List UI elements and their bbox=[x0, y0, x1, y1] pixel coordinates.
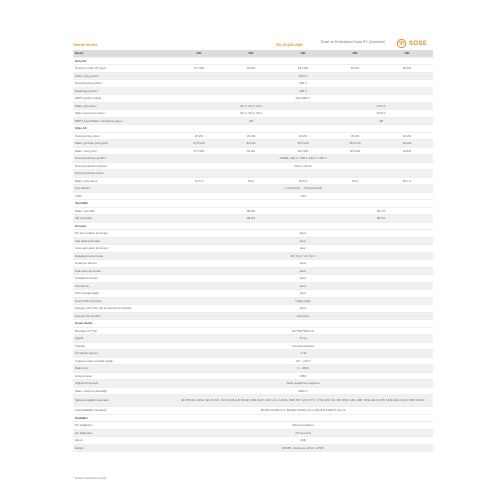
row-value: ~1 (0,8 öncü ... 0,8 gecikmeli) bbox=[173, 185, 433, 193]
section-header-row bbox=[73, 125, 433, 133]
table-row bbox=[73, 342, 433, 350]
row-value: DC Tip II / AC Tip II bbox=[173, 252, 433, 260]
column-header: 33K bbox=[277, 50, 329, 57]
row-label: İzolasyon direnci bbox=[73, 260, 173, 268]
row-value: <1 W bbox=[173, 350, 433, 358]
row-label: Öz tüketim (gece) bbox=[73, 350, 173, 358]
table-row bbox=[73, 380, 433, 388]
row-label: Maks. çıkış akımı bbox=[73, 177, 173, 185]
sun-logo-icon bbox=[395, 37, 408, 50]
row-value: 54 kW bbox=[329, 65, 381, 73]
row-value: 3/6 bbox=[173, 117, 329, 125]
row-value: 180 V bbox=[173, 87, 433, 95]
row-value: IP66 bbox=[173, 372, 433, 380]
table-row bbox=[73, 372, 433, 380]
row-label: Bağıl nem bbox=[73, 365, 173, 373]
row-value: 600 V bbox=[173, 80, 433, 88]
row-label: Önerilen maks. PV gücü bbox=[73, 65, 173, 73]
row-value: 33 kW bbox=[277, 132, 329, 140]
row-label: Maks. giriş akımı bbox=[73, 102, 173, 110]
table-row bbox=[73, 192, 433, 200]
row-value: -30 ~ +60°C bbox=[173, 357, 433, 365]
row-label: THDi bbox=[73, 192, 173, 200]
row-value: 3/N/PE, 220 V / 380 V, 230 V / 400 V bbox=[173, 155, 433, 163]
column-header: 25K bbox=[173, 50, 225, 57]
table-row bbox=[73, 245, 433, 253]
row-value: 44 kW bbox=[381, 147, 433, 155]
row-label: Maks. verimlilik bbox=[73, 207, 173, 215]
row-label: Güç faktörü bbox=[73, 185, 173, 193]
section-header-row bbox=[73, 320, 433, 328]
row-value: 98,2% bbox=[173, 215, 329, 223]
row-label: İletişim bbox=[73, 444, 173, 452]
row-label: Maks. görünen çıkış gücü bbox=[73, 140, 173, 148]
section-title: Genel Veriler bbox=[73, 320, 433, 328]
row-label: Entegre DC anahtar bbox=[73, 312, 173, 320]
table-row bbox=[73, 312, 433, 320]
row-label: DC bağlantısı bbox=[73, 422, 173, 430]
row-value: 44 kVA bbox=[381, 140, 433, 148]
row-label: Maks. çıkış gücü bbox=[73, 147, 173, 155]
row-value: İsteğe bağlı bbox=[173, 297, 433, 305]
row-value: Evet bbox=[173, 305, 433, 313]
table-row bbox=[73, 110, 433, 118]
row-label: Nominal şebeke gerilimi bbox=[73, 155, 173, 163]
row-value: 4*32 A bbox=[329, 102, 433, 110]
row-value: 60 kW bbox=[381, 65, 433, 73]
row-label: Nominal giriş gerilimi bbox=[73, 80, 173, 88]
table-row bbox=[73, 102, 433, 110]
table-row bbox=[73, 207, 433, 215]
row-value: 54,8 A bbox=[277, 177, 329, 185]
row-label: Maks. giriş gerilimi bbox=[73, 72, 173, 80]
row-value: LED bbox=[173, 437, 433, 445]
table-row bbox=[73, 305, 433, 313]
table-row bbox=[73, 117, 433, 125]
row-label: Dizi izleme bbox=[73, 282, 173, 290]
table-row bbox=[73, 177, 433, 185]
table-row bbox=[73, 230, 433, 238]
row-value: 647*587*254 mm bbox=[173, 327, 433, 335]
row-value: 39,6 kW bbox=[329, 147, 381, 155]
row-value: Evet bbox=[173, 260, 433, 268]
table-row bbox=[73, 407, 433, 415]
table-row bbox=[73, 170, 433, 178]
table-row bbox=[73, 365, 433, 373]
brand-name: SOSE bbox=[409, 41, 428, 47]
row-value: 1100 V bbox=[173, 72, 433, 80]
row-value: 200-1000 V bbox=[173, 95, 433, 103]
table-row bbox=[73, 297, 433, 305]
row-label: Çalışma ortam sıcaklık aralığı bbox=[73, 357, 173, 365]
column-header: 36K bbox=[329, 50, 381, 57]
row-label: Nominal çıkış gücü bbox=[73, 132, 173, 140]
table-row bbox=[73, 147, 433, 155]
row-value: Evet bbox=[173, 245, 433, 253]
row-label: Gelen PID Koruması bbox=[73, 297, 173, 305]
row-label: DC ters polarite koruması bbox=[73, 230, 173, 238]
row-value: 40 A / 40 A / 40 A bbox=[173, 110, 329, 118]
column-header: Model bbox=[73, 50, 173, 57]
row-value: Evet bbox=[173, 267, 433, 275]
row-label: Çıkış aşırı akım koruması bbox=[73, 245, 173, 253]
row-value: 27,5 kVA bbox=[173, 140, 225, 148]
table-row bbox=[73, 132, 433, 140]
row-value: 30 kW bbox=[225, 132, 277, 140]
row-value: 41,5 A bbox=[173, 177, 225, 185]
table-row bbox=[73, 140, 433, 148]
column-header: 40K bbox=[381, 50, 433, 57]
table-row bbox=[73, 387, 433, 395]
row-value: 60 A bbox=[329, 177, 381, 185]
row-value: Evet bbox=[173, 230, 433, 238]
row-value: 33 kVA bbox=[225, 140, 277, 148]
row-value: 27,5 kW bbox=[173, 147, 225, 155]
row-value: 32 A / 32 A / 32 A bbox=[173, 102, 329, 110]
row-label: Maks. çalışma yüksekliği bbox=[73, 387, 173, 395]
row-label: AC bağlantısı bbox=[73, 429, 173, 437]
table-row bbox=[73, 429, 433, 437]
table-row bbox=[73, 155, 433, 163]
row-value: 36,3 kW bbox=[277, 147, 329, 155]
section-title: Koruma bbox=[73, 222, 433, 230]
row-value: OT terminal bbox=[173, 429, 433, 437]
row-label: Entegre AFCI (DC ark arızası devre kesicisi) bbox=[73, 305, 173, 313]
table-row bbox=[73, 350, 433, 358]
table-row bbox=[73, 444, 433, 452]
row-label: Sıcaklık koruması bbox=[73, 275, 173, 283]
section-header-row bbox=[73, 222, 433, 230]
row-value: MC4 konnektörü bbox=[173, 422, 433, 430]
spec-title: Teknik Veriler bbox=[73, 43, 98, 47]
row-value: 36 kW bbox=[329, 132, 381, 140]
table-row bbox=[73, 87, 433, 95]
row-value: 37,5 kW bbox=[173, 65, 225, 73]
row-label: Dalgalanma koruması bbox=[73, 252, 173, 260]
row-value: 25 kW bbox=[173, 132, 225, 140]
row-label: Boyutlar (G*Y*D) bbox=[73, 327, 173, 335]
row-label: Soğutma konsepti bbox=[73, 380, 173, 388]
table-row bbox=[73, 437, 433, 445]
table-row bbox=[73, 95, 433, 103]
table-row bbox=[73, 395, 433, 407]
row-label: Güvenlik/EMC standardı bbox=[73, 407, 173, 415]
row-value: 50 A bbox=[225, 177, 277, 185]
row-label: Topoloji bbox=[73, 342, 173, 350]
table-row bbox=[73, 282, 433, 290]
table-row bbox=[73, 327, 433, 335]
header-tagline: Ticari ve Endüstriyel Solar PV Çözümleri bbox=[320, 40, 385, 44]
row-label: Giriş koruma bbox=[73, 372, 173, 380]
row-value: Evet bbox=[173, 282, 433, 290]
section-header-row bbox=[73, 57, 433, 65]
spec-table bbox=[73, 50, 433, 452]
row-value bbox=[173, 170, 433, 178]
row-label: Ada etkisi koruması bbox=[73, 237, 173, 245]
row-value: 47 kg bbox=[173, 335, 433, 343]
spec-series: SS-GC(25-40)K bbox=[276, 43, 304, 47]
row-value: 4000 m bbox=[173, 387, 433, 395]
row-label: MPPT gerilim aralığı bbox=[73, 95, 173, 103]
table-row bbox=[73, 290, 433, 298]
row-value: 49,5 kW bbox=[277, 65, 329, 73]
row-label: Nominal şebeke frekansı bbox=[73, 162, 173, 170]
row-value: <3% bbox=[173, 192, 433, 200]
row-value: IEC/EN 62109-1/-2, IEC/EN 61000-6-2/-3, IEC/EN 61000-3-11/-12 bbox=[173, 407, 433, 415]
row-label: AB verimliliği bbox=[73, 215, 173, 223]
row-value: 98,3% bbox=[329, 215, 433, 223]
row-value: Akıllı yedekli fan soğutma bbox=[173, 380, 433, 388]
section-title: Giriş DC bbox=[73, 57, 433, 65]
row-value: 66,7 A bbox=[381, 177, 433, 185]
table-row bbox=[73, 237, 433, 245]
table-row bbox=[73, 275, 433, 283]
row-label: Başlangıç gerilimi bbox=[73, 87, 173, 95]
column-header: 30K bbox=[225, 50, 277, 57]
row-value: Opsiyonel bbox=[173, 312, 433, 320]
row-value: Transformatörsüz bbox=[173, 342, 433, 350]
table-header-row bbox=[73, 50, 433, 57]
row-value: 98,7% bbox=[329, 207, 433, 215]
row-label: Ekran bbox=[73, 437, 173, 445]
row-value: 0 - 100% bbox=[173, 365, 433, 373]
row-label: Maks. kısa devre akımı bbox=[73, 110, 173, 118]
table-row bbox=[73, 80, 433, 88]
row-label: Artık akım koruması bbox=[73, 267, 173, 275]
row-value: 98,6% bbox=[173, 207, 329, 215]
footnote: * Şebeke standartlarına bağlı bbox=[73, 477, 107, 480]
row-value: 4/8 bbox=[329, 117, 433, 125]
row-value: 40 kW bbox=[381, 132, 433, 140]
row-value: 36,3 kVA bbox=[277, 140, 329, 148]
row-value: 39,6 kVA bbox=[329, 140, 381, 148]
row-label: Şebeke bağlantı standardı bbox=[73, 395, 173, 407]
table-row bbox=[73, 252, 433, 260]
table-row bbox=[73, 185, 433, 193]
table-row bbox=[73, 72, 433, 80]
table-row bbox=[73, 422, 433, 430]
brand-logo bbox=[395, 37, 435, 51]
row-value: Evet bbox=[173, 275, 433, 283]
section-header-row bbox=[73, 414, 433, 422]
row-value: EN 50549-1:2019, IEC 61727, IEC 62116, EN 50438, VDE 0126, CEI 0-21, C10/11, NRS 097, AS 4777.2, UTE C15-712, RD 1699, G99, G98, VDE-AR-N 4105, VDE-AR-N 4110, NB/T 32004 bbox=[173, 395, 433, 407]
table-row bbox=[73, 357, 433, 365]
table-row bbox=[73, 65, 433, 73]
row-value: Evet bbox=[173, 290, 433, 298]
table-row bbox=[73, 162, 433, 170]
row-value: 50 Hz / 60 Hz bbox=[173, 162, 433, 170]
row-value: 45 kW bbox=[225, 65, 277, 73]
row-value: Evet bbox=[173, 237, 433, 245]
section-title: Çıkış AC bbox=[73, 125, 433, 133]
table-row bbox=[73, 335, 433, 343]
section-header-row bbox=[73, 200, 433, 208]
row-value: 4*40 A bbox=[329, 110, 433, 118]
row-label: Ağırlık bbox=[73, 335, 173, 343]
row-label: Nominal şebeke akımı bbox=[73, 170, 173, 178]
row-value: RS485, Opsiyonel: Wi-Fi, GPRS bbox=[173, 444, 433, 452]
table-row bbox=[73, 215, 433, 223]
table-row bbox=[73, 260, 433, 268]
table-row bbox=[73, 267, 433, 275]
row-value: 33 kW bbox=[225, 147, 277, 155]
row-label: MPPT sayısı/Maks. dizi/izleme sayısı bbox=[73, 117, 173, 125]
section-title: Özellikler bbox=[73, 414, 433, 422]
section-title: Verimlilik bbox=[73, 200, 433, 208]
row-label: AFCI (isteğe bağlı) bbox=[73, 290, 173, 298]
